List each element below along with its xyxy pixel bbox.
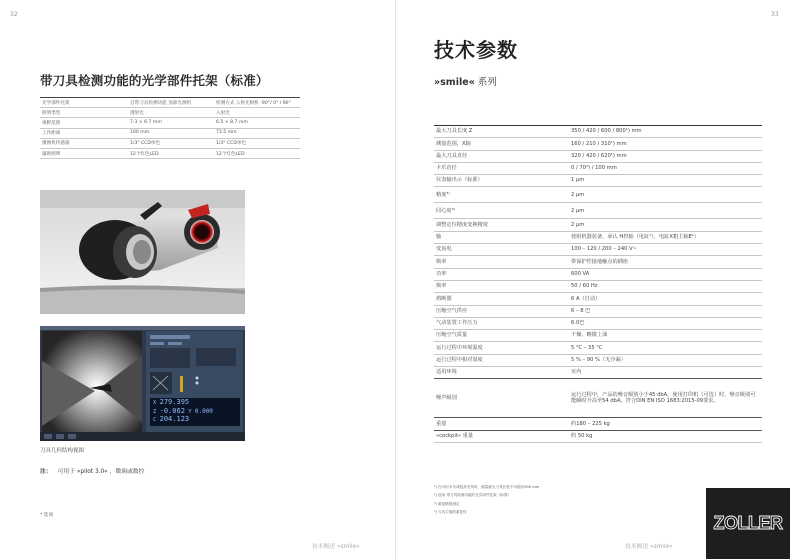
footnote: ²) 选用 带刀具检测功能的光学部件托架（标准） xyxy=(434,493,512,498)
spec-row xyxy=(434,330,762,342)
spec-value: 约180 – 225 kg xyxy=(569,418,762,430)
axis-label: Y xyxy=(188,408,192,415)
table-cell: 视野范围 xyxy=(40,118,128,128)
spec-row xyxy=(434,203,762,219)
axis-label: C xyxy=(153,417,157,423)
table-cell: 73.5 mm xyxy=(214,128,300,138)
spec-label: 最大刀具长度 Z xyxy=(434,126,569,138)
series-name: »smile« xyxy=(434,77,475,88)
spec-value: 5 °C – 35 °C xyxy=(569,342,762,354)
table-cell: 7.3 × 6.7 mm xyxy=(128,118,214,128)
spec-row xyxy=(434,293,762,305)
table-cell: 12个红色LED xyxy=(128,148,214,158)
x-value: 279.395 xyxy=(159,398,190,406)
c-value: 204.123 xyxy=(159,415,190,423)
spec-label: 压缩空气供应 xyxy=(434,305,569,317)
table-cell: 自带刀具检测功能 顶部光源机 xyxy=(128,98,214,108)
spec-label: 精度³⁾ xyxy=(434,187,569,203)
spec-value: 2 µm xyxy=(569,203,762,219)
table-cell: 照明类型 xyxy=(40,108,128,118)
spec-label: 轴 xyxy=(434,231,569,243)
spec-table xyxy=(434,125,762,443)
spec-value: 带保护性接地触点的插座 xyxy=(569,256,762,268)
spec-row xyxy=(434,268,762,280)
logo-text: ZOLLER xyxy=(713,513,783,533)
table-row xyxy=(40,138,300,148)
spec-label: 卡爪直径 xyxy=(434,162,569,174)
table-cell: 6.5 × 8.7 mm xyxy=(214,118,300,128)
optics-carrier-photo xyxy=(40,190,245,314)
spec-value: 约 50 kg xyxy=(569,430,762,442)
spec-row xyxy=(434,305,762,317)
page-number-right: 33 xyxy=(771,11,779,18)
left-footnote: * 选项 xyxy=(40,513,53,518)
spec-label: 频率 xyxy=(434,280,569,292)
spec-row xyxy=(434,430,762,442)
spec-label: 频率 xyxy=(434,256,569,268)
spec-label: 噪声级别 xyxy=(434,379,569,418)
spec-value: 160 / 210 / 310¹) mm xyxy=(569,138,762,150)
z-value: -0.062 xyxy=(159,406,185,415)
spec-row xyxy=(434,175,762,187)
spec-row xyxy=(434,367,762,379)
spec-row xyxy=(434,150,762,162)
spec-label: 功率 xyxy=(434,268,569,280)
footnote: ³) 重复精度测定 xyxy=(434,501,460,506)
spec-value: 100 – 120 / 200 – 240 V~ xyxy=(569,244,762,256)
series-subtitle xyxy=(434,74,497,88)
page-title: 技术参数 xyxy=(434,38,518,62)
software-screenshot xyxy=(40,326,245,441)
spec-row xyxy=(434,187,762,203)
series-suffix: 系列 xyxy=(477,77,497,88)
note xyxy=(40,466,144,475)
note-text: 可用于 »pilot 3.0« ，微调或数控 xyxy=(57,469,145,475)
spec-label: 运行过程中环境温度 xyxy=(434,342,569,354)
spec-value: 50 / 60 Hz xyxy=(569,280,762,292)
spec-value: 2 µm xyxy=(569,219,762,231)
page-gutter xyxy=(395,0,396,559)
y-value: 0.000 xyxy=(194,407,213,415)
spec-value: 350 / 420 / 600 / 800¹) mm xyxy=(569,126,762,138)
optics-table xyxy=(40,97,300,159)
spec-value: 600 VA xyxy=(569,268,762,280)
spec-row xyxy=(434,162,762,174)
table-cell: 1/3" CCD单色 xyxy=(128,138,214,148)
table-cell: 辅助照明 xyxy=(40,148,128,158)
footer-left: 技术概述 »smile« xyxy=(312,544,360,550)
note-label: 注： xyxy=(40,469,52,475)
spec-label: 压缩空气质量 xyxy=(434,330,569,342)
table-cell: 1/3" CCD单色 xyxy=(214,138,300,148)
zoller-logo xyxy=(706,488,790,559)
footer-right: 技术概述 »smile« xyxy=(625,544,673,550)
coordinate-readout xyxy=(153,399,243,425)
spec-value: 6 A（自动） xyxy=(569,293,762,305)
spec-label: 熔断器 xyxy=(434,293,569,305)
spec-value: 6 – 8 巴 xyxy=(569,305,762,317)
footnotes xyxy=(434,483,539,517)
spec-row xyxy=(434,219,762,231)
table-row xyxy=(40,118,300,128)
spec-label: »cockpit« 重量 xyxy=(434,430,569,442)
spec-label: 变流电 xyxy=(434,244,569,256)
spec-row xyxy=(434,244,762,256)
spec-row xyxy=(434,418,762,430)
spec-value: 运行过程中，产品的噪音级别小于45 dbA。使用打印机（可选）时，噪音级别可能瞬时升高至54 dbA。符合DIN EN ISO 1683:2015-09要求。 xyxy=(569,379,762,418)
spec-label: 测量范围，X轴 xyxy=(434,138,569,150)
spec-label: 气动装置工作压力 xyxy=(434,317,569,329)
spec-row xyxy=(434,342,762,354)
table-cell: 摄像机传感器 xyxy=(40,138,128,148)
spec-label: 调整定位精度变换精度 xyxy=(434,219,569,231)
spec-row xyxy=(434,280,762,292)
spec-label: 同心度⁴⁾ xyxy=(434,203,569,219)
spec-label: 仪表输出示（标准） xyxy=(434,175,569,187)
spec-label: 适用环境 xyxy=(434,367,569,379)
spec-row xyxy=(434,138,762,150)
spec-value: 320 / 420 / 620¹) mm xyxy=(569,150,762,162)
table-cell: 透射光 xyxy=(128,108,214,118)
spec-row xyxy=(434,256,762,268)
table-cell: 检测方式 入射光相机 -90°/ 0° / 90° xyxy=(214,98,300,108)
table-row xyxy=(40,148,300,158)
table-cell: 工作距离 xyxy=(40,128,128,138)
spec-row xyxy=(434,317,762,329)
spec-value: 5 % – 90 %（无冷凝） xyxy=(569,354,762,366)
axis-label: Z xyxy=(153,408,157,415)
spec-value: 室内 xyxy=(569,367,762,379)
page-number-left: 32 xyxy=(10,11,18,18)
table-header-row xyxy=(40,98,300,108)
footnote: ⁴) 刀具主轴的重复性 xyxy=(434,510,467,515)
left-heading: 带刀具检测功能的光学部件托架（标准） xyxy=(40,73,269,88)
spec-value: 干燥、略微上油 xyxy=(569,330,762,342)
spec-row xyxy=(434,126,762,138)
table-row xyxy=(40,108,300,118)
spec-value: 0 / 70²) / 100 mm xyxy=(569,162,762,174)
axis-label: X xyxy=(153,400,157,406)
table-row xyxy=(40,128,300,138)
spec-value: 1 µm xyxy=(569,175,762,187)
spec-row xyxy=(434,231,762,243)
footnote: ¹) 在可用卡爪或较高夹具时，测量最大刀具长度不可超出900 mm xyxy=(434,485,540,489)
table-cell: 光学部件托架 xyxy=(40,98,128,108)
spec-label: 运行过程中相对湿度 xyxy=(434,354,569,366)
table-cell: 入射光 xyxy=(214,108,300,118)
spec-value: 2 µm xyxy=(569,187,762,203)
table-cell: 12个红色LED xyxy=(214,148,300,158)
table-cell: 100 mm xyxy=(128,128,214,138)
spec-label: 重量 xyxy=(434,418,569,430)
spec-value: 6.0巴 xyxy=(569,317,762,329)
spec-value: 按组机器装备，承认 H控轴（电缸¹），电缸X粗主轴E¹） xyxy=(569,231,762,243)
spec-label: 最大刀具直径 xyxy=(434,150,569,162)
spec-row xyxy=(434,379,762,418)
screenshot-caption: 刀具几何结构视图 xyxy=(40,448,85,454)
spec-row xyxy=(434,354,762,366)
